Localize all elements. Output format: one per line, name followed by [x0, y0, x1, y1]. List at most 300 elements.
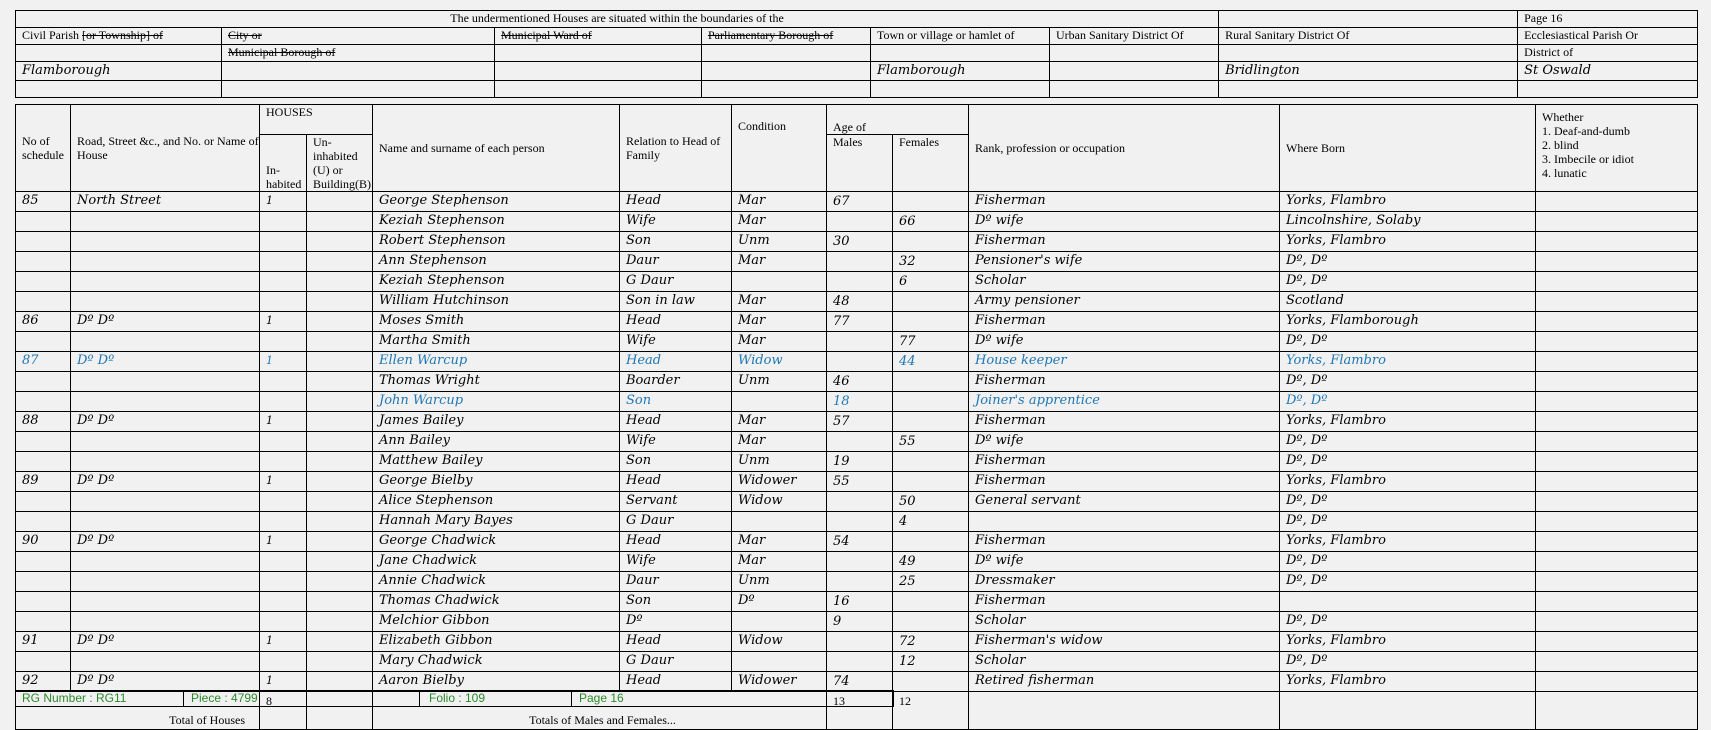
table-row — [16, 372, 1698, 392]
name-cell: Keziah Stephenson — [373, 212, 620, 232]
inhabited-cell: 1 — [260, 532, 307, 552]
schedule-cell: 85 — [16, 192, 71, 212]
table-row — [16, 332, 1698, 352]
civil-parish-value: Flamborough — [16, 62, 222, 81]
birthplace-cell: Dº, Dº — [1280, 392, 1536, 412]
piece-number: Piece : 4799 — [191, 691, 258, 705]
table-row — [16, 272, 1698, 292]
road-cell: Dº Dº — [71, 412, 260, 432]
inhabited-cell — [260, 492, 307, 512]
relation-cell: Head — [620, 412, 732, 432]
condition-cell: Mar — [732, 212, 827, 232]
schedule-cell: 92 — [16, 672, 71, 692]
relation-cell: Wife — [620, 212, 732, 232]
table-row — [16, 412, 1698, 432]
occupation-cell: Army pensioner — [969, 292, 1280, 312]
schedule-cell — [16, 512, 71, 532]
col-age-of: Age of — [827, 105, 969, 135]
road-cell — [71, 492, 260, 512]
page-label: Page 16 — [1518, 11, 1698, 28]
occupation-cell: Dressmaker — [969, 572, 1280, 592]
urban-label: Urban Sanitary District Of — [1050, 28, 1219, 45]
uninhabited-cell — [307, 512, 373, 532]
schedule-cell: 88 — [16, 412, 71, 432]
road-cell — [71, 232, 260, 252]
infirmity-cell — [1536, 272, 1698, 292]
infirmity-cell — [1536, 512, 1698, 532]
schedule-cell — [16, 652, 71, 672]
col-relation: Relation to Head of Family — [620, 105, 732, 192]
condition-cell: Mar — [732, 432, 827, 452]
male-age-cell — [827, 272, 893, 292]
road-cell: Dº Dº — [71, 532, 260, 552]
male-age-cell: 16 — [827, 592, 893, 612]
table-row — [16, 512, 1698, 532]
relation-cell: Daur — [620, 252, 732, 272]
female-age-cell — [893, 452, 969, 472]
female-age-cell: 55 — [893, 432, 969, 452]
col-females: Females — [893, 135, 969, 192]
inhabited-cell — [260, 552, 307, 572]
table-row — [16, 612, 1698, 632]
female-age-cell — [893, 592, 969, 612]
relation-cell: Wife — [620, 432, 732, 452]
birthplace-cell: Yorks, Flambro — [1280, 192, 1536, 212]
uninhabited-cell — [307, 252, 373, 272]
occupation-cell: Joiner's apprentice — [969, 392, 1280, 412]
infirmity-cell — [1536, 452, 1698, 472]
schedule-cell — [16, 452, 71, 472]
condition-cell — [732, 512, 827, 532]
birthplace-cell: Scotland — [1280, 292, 1536, 312]
relation-cell: Daur — [620, 572, 732, 592]
relation-cell: G Daur — [620, 512, 732, 532]
female-age-cell — [893, 192, 969, 212]
inhabited-cell — [260, 592, 307, 612]
inhabited-cell — [260, 652, 307, 672]
inhabited-cell — [260, 392, 307, 412]
table-row — [16, 552, 1698, 572]
relation-cell: Wife — [620, 552, 732, 572]
inhabited-cell: 1 — [260, 352, 307, 372]
rural-value: Bridlington — [1219, 62, 1518, 81]
table-row — [16, 212, 1698, 232]
uninhabited-cell — [307, 672, 373, 692]
rural-label: Rural Sanitary District Of — [1219, 28, 1518, 45]
relation-cell: Head — [620, 472, 732, 492]
infirmity-cell — [1536, 292, 1698, 312]
road-cell — [71, 432, 260, 452]
totals-mf-label: Totals of Males and Females... — [373, 692, 827, 730]
schedule-cell — [16, 612, 71, 632]
relation-cell: Son — [620, 592, 732, 612]
road-cell — [71, 372, 260, 392]
table-row — [16, 472, 1698, 492]
birthplace-cell: Dº, Dº — [1280, 612, 1536, 632]
infirmity-cell — [1536, 212, 1698, 232]
infirmity-cell — [1536, 332, 1698, 352]
folio-number: Folio : 109 — [429, 691, 486, 705]
female-age-cell: 50 — [893, 492, 969, 512]
road-cell — [71, 592, 260, 612]
condition-cell: Mar — [732, 252, 827, 272]
uninhabited-cell — [307, 652, 373, 672]
road-cell — [71, 452, 260, 472]
occupation-cell: Dº wife — [969, 332, 1280, 352]
male-age-cell — [827, 252, 893, 272]
relation-cell: Head — [620, 672, 732, 692]
inhabited-cell — [260, 452, 307, 472]
name-cell: George Chadwick — [373, 532, 620, 552]
occupation-cell: Fisherman — [969, 412, 1280, 432]
occupation-cell: House keeper — [969, 352, 1280, 372]
uninhabited-cell — [307, 552, 373, 572]
schedule-cell — [16, 232, 71, 252]
male-age-cell: 54 — [827, 532, 893, 552]
infirmity-cell — [1536, 372, 1698, 392]
name-cell: Martha Smith — [373, 332, 620, 352]
schedule-cell — [16, 572, 71, 592]
relation-cell: Dº — [620, 612, 732, 632]
male-age-cell — [827, 352, 893, 372]
male-age-cell — [827, 332, 893, 352]
col-road: Road, Street &c., and No. or Name of House — [71, 105, 260, 192]
road-cell — [71, 612, 260, 632]
name-cell: Hannah Mary Bayes — [373, 512, 620, 532]
table-row — [16, 572, 1698, 592]
inhabited-cell — [260, 292, 307, 312]
table-row — [16, 532, 1698, 552]
inhabited-cell — [260, 372, 307, 392]
road-cell: Dº Dº — [71, 632, 260, 652]
birthplace-cell: Dº, Dº — [1280, 652, 1536, 672]
road-cell — [71, 552, 260, 572]
condition-cell: Unm — [732, 452, 827, 472]
relation-cell: Head — [620, 532, 732, 552]
uninhabited-cell — [307, 392, 373, 412]
infirmity-cell — [1536, 352, 1698, 372]
col-uninhabited: Un-inhabited (U) or Building(B) — [307, 135, 373, 192]
condition-cell — [732, 652, 827, 672]
occupation-cell: Fisherman — [969, 452, 1280, 472]
female-age-cell: 32 — [893, 252, 969, 272]
inhabited-cell: 1 — [260, 632, 307, 652]
occupation-cell: Retired fisherman — [969, 672, 1280, 692]
infirmity-cell — [1536, 552, 1698, 572]
road-cell — [71, 332, 260, 352]
table-row — [16, 632, 1698, 652]
uninhabited-cell — [307, 312, 373, 332]
condition-cell: Mar — [732, 532, 827, 552]
inhabited-cell — [260, 332, 307, 352]
inhabited-cell — [260, 232, 307, 252]
male-age-cell: 48 — [827, 292, 893, 312]
boundaries-header — [15, 10, 1698, 98]
male-age-cell — [827, 552, 893, 572]
table-row — [16, 392, 1698, 412]
female-age-cell — [893, 392, 969, 412]
rg-number: RG Number : RG11 — [22, 691, 127, 705]
table-row — [16, 452, 1698, 472]
inhabited-cell: 1 — [260, 192, 307, 212]
banner-text: The undermentioned Houses are situated within the boundaries of the — [16, 11, 1219, 28]
total-females: 12 — [893, 692, 969, 730]
table-row — [16, 352, 1698, 372]
male-age-cell — [827, 632, 893, 652]
infirmity-cell — [1536, 592, 1698, 612]
infirmity-cell — [1536, 312, 1698, 332]
occupation-cell: General servant — [969, 492, 1280, 512]
male-age-cell — [827, 572, 893, 592]
table-row — [16, 232, 1698, 252]
female-age-cell — [893, 532, 969, 552]
birthplace-cell: Yorks, Flambro — [1280, 632, 1536, 652]
male-age-cell: 19 — [827, 452, 893, 472]
uninhabited-cell — [307, 372, 373, 392]
name-cell: Matthew Bailey — [373, 452, 620, 472]
condition-cell: Mar — [732, 552, 827, 572]
birthplace-cell: Dº, Dº — [1280, 552, 1536, 572]
schedule-cell — [16, 552, 71, 572]
condition-cell: Widower — [732, 672, 827, 692]
schedule-cell — [16, 372, 71, 392]
condition-cell: Widow — [732, 352, 827, 372]
condition-cell: Widow — [732, 632, 827, 652]
occupation-cell: Fisherman — [969, 372, 1280, 392]
condition-cell: Dº — [732, 592, 827, 612]
female-age-cell: 12 — [893, 652, 969, 672]
infirmity-cell — [1536, 252, 1698, 272]
name-cell: Elizabeth Gibbon — [373, 632, 620, 652]
uninhabited-cell — [307, 412, 373, 432]
uninhabited-cell — [307, 272, 373, 292]
male-age-cell — [827, 212, 893, 232]
male-age-cell — [827, 652, 893, 672]
road-cell — [71, 572, 260, 592]
female-age-cell — [893, 672, 969, 692]
page-number: Page 16 — [579, 691, 624, 705]
uninhabited-cell — [307, 432, 373, 452]
town-label: Town or village or hamlet of — [871, 28, 1050, 45]
birthplace-cell: Dº, Dº — [1280, 572, 1536, 592]
relation-cell: Son — [620, 452, 732, 472]
inhabited-cell — [260, 432, 307, 452]
uninhabited-cell — [307, 472, 373, 492]
col-name: Name and surname of each person — [373, 105, 620, 192]
col-occupation: Rank, profession or occupation — [969, 105, 1280, 192]
name-cell: Thomas Wright — [373, 372, 620, 392]
district-of-label: District of — [1518, 45, 1698, 62]
occupation-cell: Fisherman's widow — [969, 632, 1280, 652]
uninhabited-cell — [307, 572, 373, 592]
name-cell: James Bailey — [373, 412, 620, 432]
name-cell: George Stephenson — [373, 192, 620, 212]
birthplace-cell: Dº, Dº — [1280, 272, 1536, 292]
schedule-cell — [16, 392, 71, 412]
schedule-cell — [16, 332, 71, 352]
inhabited-cell: 1 — [260, 312, 307, 332]
table-row — [16, 292, 1698, 312]
uninhabited-cell — [307, 632, 373, 652]
total-males: 13 — [827, 692, 893, 730]
schedule-cell: 86 — [16, 312, 71, 332]
female-age-cell: 6 — [893, 272, 969, 292]
occupation-cell: Fisherman — [969, 232, 1280, 252]
name-cell: Mary Chadwick — [373, 652, 620, 672]
name-cell: Alice Stephenson — [373, 492, 620, 512]
male-age-cell: 18 — [827, 392, 893, 412]
infirmity-cell — [1536, 232, 1698, 252]
female-age-cell — [893, 372, 969, 392]
road-cell — [71, 392, 260, 412]
female-age-cell: 49 — [893, 552, 969, 572]
condition-cell: Mar — [732, 312, 827, 332]
infirmity-cell — [1536, 572, 1698, 592]
table-row — [16, 592, 1698, 612]
condition-cell: Unm — [732, 232, 827, 252]
birthplace-cell: Yorks, Flambro — [1280, 352, 1536, 372]
road-cell: Dº Dº — [71, 312, 260, 332]
road-cell: Dº Dº — [71, 472, 260, 492]
name-cell: Ann Stephenson — [373, 252, 620, 272]
condition-cell: Widow — [732, 492, 827, 512]
total-houses-label: Total of Houses — [16, 692, 260, 730]
occupation-cell: Scholar — [969, 612, 1280, 632]
parliamentary-borough-label: Parliamentary Borough of — [702, 28, 871, 45]
condition-cell — [732, 272, 827, 292]
infirmity-cell — [1536, 532, 1698, 552]
name-cell: George Bielby — [373, 472, 620, 492]
birthplace-cell: Dº, Dº — [1280, 432, 1536, 452]
city-label: City or — [222, 28, 495, 45]
occupation-cell: Fisherman — [969, 532, 1280, 552]
municipal-ward-label: Municipal Ward of — [495, 28, 702, 45]
col-houses: HOUSES — [260, 105, 373, 135]
schedule-cell: 91 — [16, 632, 71, 652]
male-age-cell — [827, 432, 893, 452]
relation-cell: Son in law — [620, 292, 732, 312]
schedule-cell: 90 — [16, 532, 71, 552]
female-age-cell: 66 — [893, 212, 969, 232]
infirmity-cell — [1536, 432, 1698, 452]
schedule-cell: 87 — [16, 352, 71, 372]
infirmity-cell — [1536, 412, 1698, 432]
birthplace-cell: Yorks, Flambro — [1280, 232, 1536, 252]
uninhabited-cell — [307, 232, 373, 252]
condition-cell: Mar — [732, 332, 827, 352]
col-condition: Condition — [732, 105, 827, 192]
birthplace-cell: Yorks, Flambro — [1280, 532, 1536, 552]
census-page — [15, 10, 1697, 730]
relation-cell: G Daur — [620, 272, 732, 292]
infirmity-cell — [1536, 192, 1698, 212]
occupation-cell: Fisherman — [969, 592, 1280, 612]
birthplace-cell: Dº, Dº — [1280, 512, 1536, 532]
birthplace-cell: Dº, Dº — [1280, 372, 1536, 392]
inhabited-cell: 1 — [260, 672, 307, 692]
occupation-cell: Fisherman — [969, 312, 1280, 332]
birthplace-cell: Yorks, Flamborough — [1280, 312, 1536, 332]
infirmity-cell — [1536, 392, 1698, 412]
inhabited-cell — [260, 612, 307, 632]
reference-footer — [15, 690, 894, 707]
schedule-cell — [16, 492, 71, 512]
name-cell: Ann Bailey — [373, 432, 620, 452]
schedule-cell — [16, 592, 71, 612]
birthplace-cell: Dº, Dº — [1280, 492, 1536, 512]
schedule-cell — [16, 272, 71, 292]
relation-cell: Head — [620, 192, 732, 212]
infirmity-cell — [1536, 612, 1698, 632]
column-headers — [16, 105, 1698, 192]
uninhabited-cell — [307, 192, 373, 212]
condition-cell: Unm — [732, 572, 827, 592]
road-cell — [71, 212, 260, 232]
birthplace-cell — [1280, 592, 1536, 612]
infirmity-cell — [1536, 632, 1698, 652]
inhabited-cell — [260, 272, 307, 292]
female-age-cell — [893, 412, 969, 432]
relation-cell: Head — [620, 352, 732, 372]
occupation-cell — [969, 512, 1280, 532]
occupation-cell: Scholar — [969, 272, 1280, 292]
condition-cell — [732, 392, 827, 412]
municipal-borough-label: Municipal Borough of — [222, 45, 495, 62]
road-cell — [71, 252, 260, 272]
name-cell: Moses Smith — [373, 312, 620, 332]
table-row — [16, 492, 1698, 512]
birthplace-cell: Lincolnshire, Solaby — [1280, 212, 1536, 232]
occupation-cell: Dº wife — [969, 552, 1280, 572]
infirmity-cell — [1536, 492, 1698, 512]
occupation-cell: Fisherman — [969, 472, 1280, 492]
col-born: Where Born — [1280, 105, 1536, 192]
birthplace-cell: Yorks, Flambro — [1280, 412, 1536, 432]
occupation-cell: Pensioner's wife — [969, 252, 1280, 272]
female-age-cell: 72 — [893, 632, 969, 652]
inhabited-cell — [260, 252, 307, 272]
ecclesiastical-value: St Oswald — [1518, 62, 1698, 81]
census-rows — [16, 192, 1698, 692]
name-cell: Ellen Warcup — [373, 352, 620, 372]
occupation-cell: Fisherman — [969, 192, 1280, 212]
female-age-cell: 44 — [893, 352, 969, 372]
uninhabited-cell — [307, 532, 373, 552]
inhabited-cell: 1 — [260, 472, 307, 492]
uninhabited-cell — [307, 332, 373, 352]
total-houses-value: 8 — [260, 692, 307, 730]
census-table — [15, 104, 1698, 730]
female-age-cell — [893, 612, 969, 632]
condition-cell: Widower — [732, 472, 827, 492]
road-cell — [71, 292, 260, 312]
female-age-cell — [893, 292, 969, 312]
col-whether: Whether 1. Deaf-and-dumb 2. blind 3. Imbecile or idiot 4. lunatic — [1536, 105, 1698, 192]
road-cell: North Street — [71, 192, 260, 212]
male-age-cell: 9 — [827, 612, 893, 632]
table-row — [16, 312, 1698, 332]
inhabited-cell — [260, 512, 307, 532]
infirmity-cell — [1536, 472, 1698, 492]
female-age-cell — [893, 312, 969, 332]
relation-cell: Servant — [620, 492, 732, 512]
ecclesiastical-label: Ecclesiastical Parish Or — [1518, 28, 1698, 45]
civil-parish-label: Civil Parish [or Township] of — [16, 28, 222, 45]
female-age-cell — [893, 472, 969, 492]
birthplace-cell: Dº, Dº — [1280, 332, 1536, 352]
uninhabited-cell — [307, 352, 373, 372]
uninhabited-cell — [307, 492, 373, 512]
